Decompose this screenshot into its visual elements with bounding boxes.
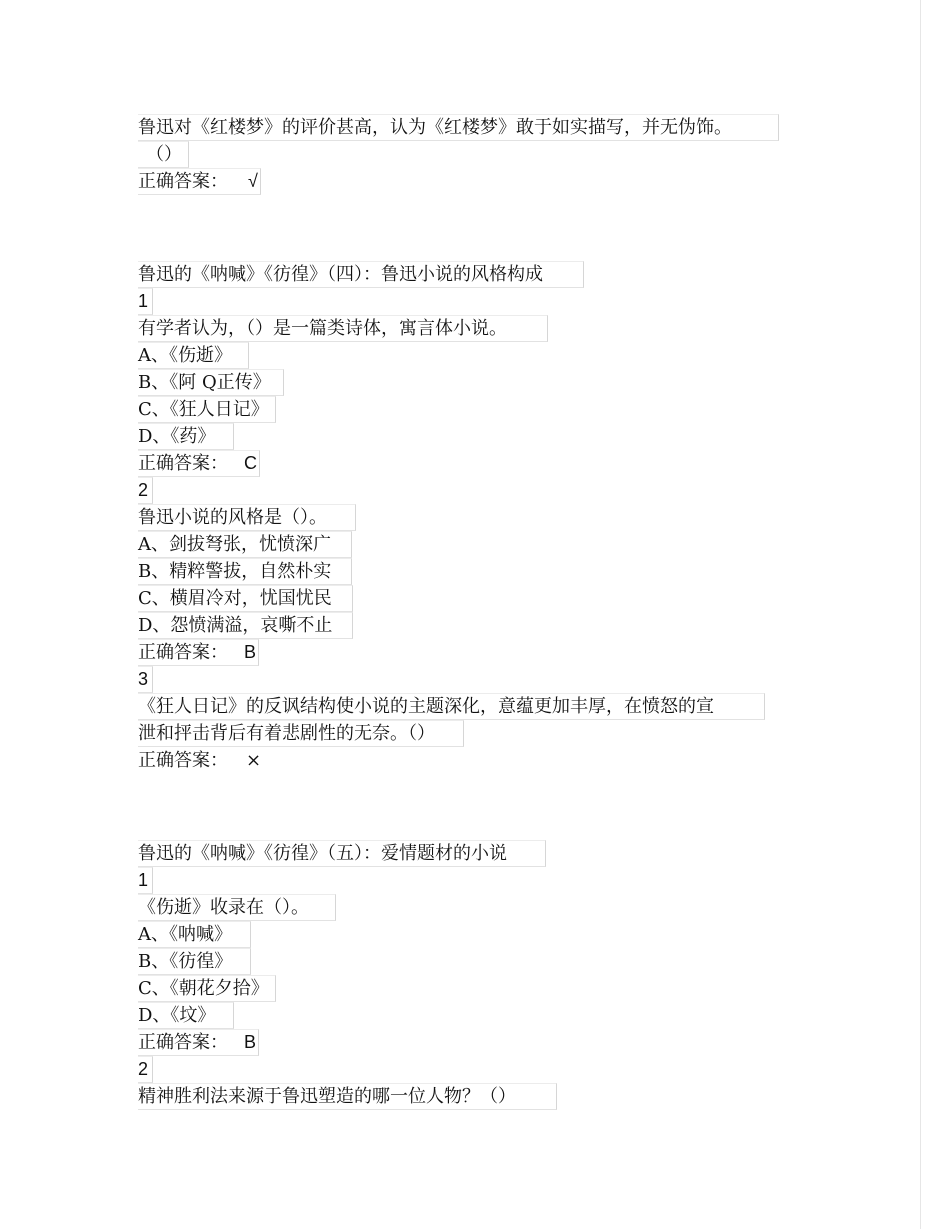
option-text: D、《药》 bbox=[138, 423, 234, 450]
option-text: D、《坟》 bbox=[138, 1002, 234, 1029]
question-number-text: 1 bbox=[138, 288, 153, 315]
question-number bbox=[138, 867, 838, 894]
answer-line bbox=[138, 1029, 838, 1056]
option-item bbox=[138, 1002, 838, 1029]
answer-box bbox=[138, 168, 261, 195]
question-stem-line: 有学者认为，（）是一篇类诗体，寓言体小说。 bbox=[138, 315, 548, 342]
question-stem bbox=[138, 114, 838, 141]
option-item bbox=[138, 612, 838, 639]
question-number-text: 1 bbox=[138, 867, 153, 894]
question-stem bbox=[138, 693, 838, 720]
option-text: B、《阿 Q正传》 bbox=[138, 369, 284, 396]
option-item bbox=[138, 531, 838, 558]
question-stem-line: 《狂人日记》的反讽结构使小说的主题深化，意蕴更加丰厚，在愤怒的宣 bbox=[138, 693, 765, 720]
answer-box bbox=[138, 1029, 259, 1056]
answer-line bbox=[138, 450, 838, 477]
option-item bbox=[138, 921, 838, 948]
question-number bbox=[138, 288, 838, 315]
answer-line bbox=[138, 168, 838, 195]
section-title-text: 鲁迅的《呐喊》《彷徨》（四）：鲁迅小说的风格构成 bbox=[138, 261, 584, 288]
section-title bbox=[138, 261, 838, 288]
option-item bbox=[138, 558, 838, 585]
question-number bbox=[138, 1056, 838, 1083]
option-item bbox=[138, 396, 838, 423]
question-stem-line: （） bbox=[138, 141, 189, 168]
option-item bbox=[138, 975, 838, 1002]
answer-box bbox=[138, 639, 259, 666]
page-edge bbox=[920, 0, 921, 1229]
answer-value: √ bbox=[248, 171, 258, 191]
answer-label: 正确答案： bbox=[138, 642, 228, 663]
option-text: C、《狂人日记》 bbox=[138, 396, 276, 423]
option-text: A、《伤逝》 bbox=[138, 342, 249, 369]
option-text: A、剑拔弩张，忧愤深广 bbox=[138, 531, 352, 558]
question-number-text: 3 bbox=[138, 666, 153, 693]
answer-label: 正确答案： bbox=[138, 171, 228, 192]
option-item bbox=[138, 948, 838, 975]
question-number-text: 2 bbox=[138, 477, 153, 504]
answer-value: B bbox=[244, 642, 257, 662]
option-text: B、精粹警拔，自然朴实 bbox=[138, 558, 352, 585]
question-stem bbox=[138, 504, 838, 531]
answer-value: C bbox=[244, 453, 257, 473]
answer-box bbox=[138, 450, 260, 477]
option-text: C、横眉冷对，忧国忧民 bbox=[138, 585, 353, 612]
option-item bbox=[138, 585, 838, 612]
question-stem-line: 鲁迅对《红楼梦》的评价甚高，认为《红楼梦》敢于如实描写，并无伪饰。 bbox=[138, 114, 779, 141]
question-stem bbox=[138, 315, 838, 342]
answer-label: 正确答案： bbox=[138, 453, 228, 474]
option-text: C、《朝花夕拾》 bbox=[138, 975, 276, 1002]
question-stem bbox=[138, 720, 838, 747]
answer-value: B bbox=[244, 1032, 257, 1052]
answer-line bbox=[138, 747, 838, 774]
answer-label: 正确答案： bbox=[138, 1032, 228, 1053]
question-stem-line: 精神胜利法来源于鲁迅塑造的哪一位人物？（） bbox=[138, 1083, 557, 1110]
option-text: A、《呐喊》 bbox=[138, 921, 251, 948]
option-item bbox=[138, 342, 838, 369]
question-stem bbox=[138, 894, 838, 921]
question-stem-line: 《伤逝》收录在（）。 bbox=[138, 894, 336, 921]
option-item bbox=[138, 369, 838, 396]
question-stem-line: 泄和抨击背后有着悲剧性的无奈。（） bbox=[138, 720, 464, 747]
question-number-text: 2 bbox=[138, 1056, 153, 1083]
question-number bbox=[138, 666, 838, 693]
question-number bbox=[138, 477, 838, 504]
section-title bbox=[138, 840, 838, 867]
option-text: D、怨愤满溢，哀嘶不止 bbox=[138, 612, 353, 639]
question-stem bbox=[138, 141, 838, 168]
answer-line bbox=[138, 639, 838, 666]
document-content bbox=[138, 114, 838, 1110]
answer-value: × bbox=[246, 750, 262, 771]
question-stem bbox=[138, 1083, 838, 1110]
section-title-text: 鲁迅的《呐喊》《彷徨》（五）：爱情题材的小说 bbox=[138, 840, 546, 867]
option-text: B、《彷徨》 bbox=[138, 948, 251, 975]
question-stem-line: 鲁迅小说的风格是（）。 bbox=[138, 504, 356, 531]
answer-label: 正确答案： bbox=[138, 750, 228, 771]
option-item bbox=[138, 423, 838, 450]
